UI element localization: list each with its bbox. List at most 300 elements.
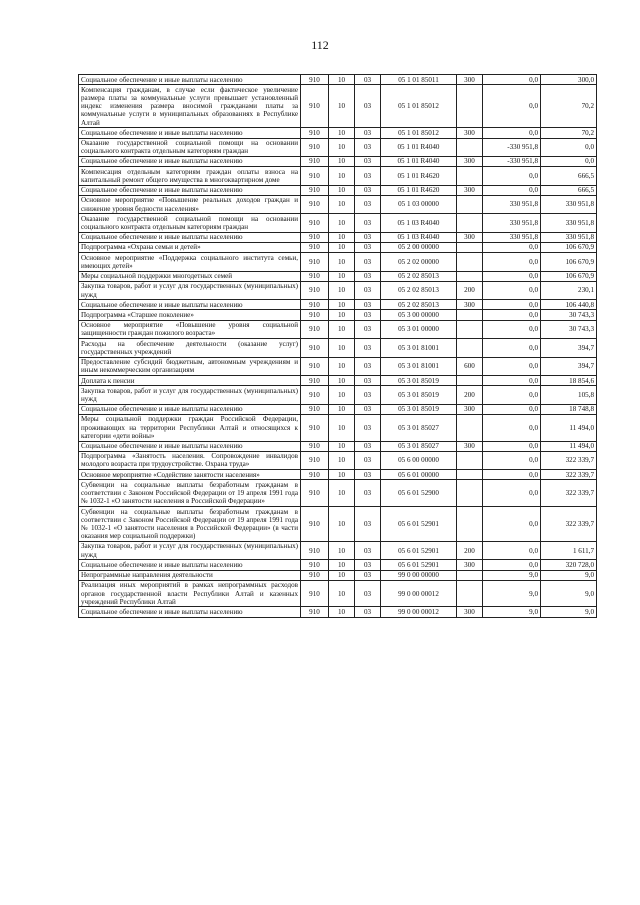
grbs-code: 910 bbox=[301, 451, 329, 469]
subsection-code: 03 bbox=[355, 320, 381, 338]
subsection-code: 03 bbox=[355, 376, 381, 386]
row-name: Оказание государственной социальной помощи на основании социального контракта отдельным категориям граждан bbox=[79, 138, 301, 156]
row-name: Социальное обеспечение и иные выплаты населению bbox=[79, 128, 301, 138]
subsection-code: 03 bbox=[355, 470, 381, 480]
section-code: 10 bbox=[329, 607, 355, 617]
amount-change: 0,0 bbox=[483, 541, 541, 559]
amount-change: 0,0 bbox=[483, 560, 541, 570]
section-code: 10 bbox=[329, 507, 355, 542]
amount-change: 9,0 bbox=[483, 570, 541, 580]
section-code: 10 bbox=[329, 404, 355, 414]
row-name: Социальное обеспечение и иные выплаты населению bbox=[79, 185, 301, 195]
table-row bbox=[79, 85, 597, 128]
subsection-code: 03 bbox=[355, 580, 381, 607]
expense-type-code: 200 bbox=[457, 386, 483, 404]
grbs-code: 910 bbox=[301, 232, 329, 242]
target-article-code: 05 3 01 85027 bbox=[381, 414, 457, 441]
amount-total: 18 854,6 bbox=[541, 376, 597, 386]
amount-change: 0,0 bbox=[483, 75, 541, 85]
expense-type-code bbox=[457, 580, 483, 607]
target-article-code: 05 1 01 85011 bbox=[381, 75, 457, 85]
amount-total: 666,5 bbox=[541, 167, 597, 185]
grbs-code: 910 bbox=[301, 281, 329, 299]
section-code: 10 bbox=[329, 128, 355, 138]
table-row bbox=[79, 470, 597, 480]
amount-change: 0,0 bbox=[483, 357, 541, 375]
expense-type-code bbox=[457, 320, 483, 338]
expense-type-code: 300 bbox=[457, 300, 483, 310]
grbs-code: 910 bbox=[301, 128, 329, 138]
amount-change: 330 951,8 bbox=[483, 195, 541, 213]
subsection-code: 03 bbox=[355, 138, 381, 156]
table-row bbox=[79, 185, 597, 195]
table-row bbox=[79, 320, 597, 338]
page-number: 112 bbox=[311, 38, 329, 52]
target-article-code: 05 3 00 00000 bbox=[381, 310, 457, 320]
amount-change: 0,0 bbox=[483, 85, 541, 128]
table-row bbox=[79, 441, 597, 451]
amount-total: 1 611,7 bbox=[541, 541, 597, 559]
subsection-code: 03 bbox=[355, 281, 381, 299]
subsection-code: 03 bbox=[355, 541, 381, 559]
grbs-code: 910 bbox=[301, 570, 329, 580]
table-row bbox=[79, 414, 597, 441]
row-name: Меры социальной поддержки граждан Российской Федерации, проживающих на территории Республики Алтай и относящихся к категории «дети войны» bbox=[79, 414, 301, 441]
table-row bbox=[79, 253, 597, 271]
target-article-code: 05 3 01 81001 bbox=[381, 357, 457, 375]
amount-change: 0,0 bbox=[483, 185, 541, 195]
section-code: 10 bbox=[329, 441, 355, 451]
subsection-code: 03 bbox=[355, 271, 381, 281]
target-article-code: 99 0 00 00012 bbox=[381, 607, 457, 617]
subsection-code: 03 bbox=[355, 507, 381, 542]
target-article-code: 05 1 01 85012 bbox=[381, 85, 457, 128]
section-code: 10 bbox=[329, 271, 355, 281]
row-name: Подпрограмма «Старшее поколение» bbox=[79, 310, 301, 320]
row-name: Социальное обеспечение и иные выплаты населению bbox=[79, 404, 301, 414]
expense-type-code bbox=[457, 138, 483, 156]
section-code: 10 bbox=[329, 386, 355, 404]
subsection-code: 03 bbox=[355, 404, 381, 414]
amount-total: 322 339,7 bbox=[541, 470, 597, 480]
row-name: Социальное обеспечение и иные выплаты населению bbox=[79, 560, 301, 570]
subsection-code: 03 bbox=[355, 195, 381, 213]
row-name: Основное мероприятие «Повышение реальных доходов граждан и снижение уровня бедности населения» bbox=[79, 195, 301, 213]
expense-type-code bbox=[457, 85, 483, 128]
grbs-code: 910 bbox=[301, 480, 329, 507]
target-article-code: 05 1 03 R4040 bbox=[381, 214, 457, 232]
amount-change: 9,0 bbox=[483, 607, 541, 617]
expense-type-code: 300 bbox=[457, 128, 483, 138]
amount-total: 330 951,8 bbox=[541, 232, 597, 242]
table-body bbox=[79, 75, 597, 618]
section-code: 10 bbox=[329, 300, 355, 310]
expense-type-code: 200 bbox=[457, 281, 483, 299]
expense-type-code bbox=[457, 242, 483, 252]
row-name: Социальное обеспечение и иные выплаты населению bbox=[79, 607, 301, 617]
amount-change: 0,0 bbox=[483, 386, 541, 404]
section-code: 10 bbox=[329, 470, 355, 480]
amount-change: 0,0 bbox=[483, 242, 541, 252]
grbs-code: 910 bbox=[301, 242, 329, 252]
target-article-code: 05 3 01 00000 bbox=[381, 320, 457, 338]
amount-total: 322 339,7 bbox=[541, 507, 597, 542]
amount-total: 666,5 bbox=[541, 185, 597, 195]
table-row bbox=[79, 451, 597, 469]
grbs-code: 910 bbox=[301, 339, 329, 357]
expense-type-code bbox=[457, 339, 483, 357]
table-row bbox=[79, 214, 597, 232]
grbs-code: 910 bbox=[301, 560, 329, 570]
expense-type-code bbox=[457, 253, 483, 271]
grbs-code: 910 bbox=[301, 85, 329, 128]
subsection-code: 03 bbox=[355, 156, 381, 166]
expense-type-code: 300 bbox=[457, 560, 483, 570]
table-row bbox=[79, 376, 597, 386]
table-row bbox=[79, 580, 597, 607]
section-code: 10 bbox=[329, 214, 355, 232]
section-code: 10 bbox=[329, 451, 355, 469]
amount-change: 330 951,8 bbox=[483, 214, 541, 232]
subsection-code: 03 bbox=[355, 570, 381, 580]
amount-total: 0,0 bbox=[541, 138, 597, 156]
subsection-code: 03 bbox=[355, 339, 381, 357]
section-code: 10 bbox=[329, 156, 355, 166]
row-name: Закупка товаров, работ и услуг для государственных (муниципальных) нужд bbox=[79, 541, 301, 559]
grbs-code: 910 bbox=[301, 167, 329, 185]
section-code: 10 bbox=[329, 560, 355, 570]
row-name: Закупка товаров, работ и услуг для государственных (муниципальных) нужд bbox=[79, 281, 301, 299]
row-name: Компенсация отдельным категориям граждан оплаты взноса на капитальный ремонт общего имущества в многоквартирном доме bbox=[79, 167, 301, 185]
amount-change: 0,0 bbox=[483, 414, 541, 441]
table-row bbox=[79, 357, 597, 375]
expense-type-code bbox=[457, 507, 483, 542]
expense-type-code bbox=[457, 451, 483, 469]
subsection-code: 03 bbox=[355, 232, 381, 242]
amount-total: 11 494,0 bbox=[541, 414, 597, 441]
amount-total: 394,7 bbox=[541, 339, 597, 357]
section-code: 10 bbox=[329, 310, 355, 320]
subsection-code: 03 bbox=[355, 480, 381, 507]
amount-total: 9,0 bbox=[541, 607, 597, 617]
amount-change: 0,0 bbox=[483, 480, 541, 507]
table-row bbox=[79, 281, 597, 299]
table-row bbox=[79, 570, 597, 580]
target-article-code: 05 1 01 R4620 bbox=[381, 185, 457, 195]
row-name: Расходы на обеспечение деятельности (оказание услуг) государственных учреждений bbox=[79, 339, 301, 357]
table-row bbox=[79, 507, 597, 542]
row-name: Социальное обеспечение и иные выплаты населению bbox=[79, 156, 301, 166]
expense-type-code bbox=[457, 195, 483, 213]
table-row bbox=[79, 138, 597, 156]
amount-change: 0,0 bbox=[483, 300, 541, 310]
grbs-code: 910 bbox=[301, 507, 329, 542]
expense-type-code bbox=[457, 167, 483, 185]
amount-total: 70,2 bbox=[541, 85, 597, 128]
section-code: 10 bbox=[329, 242, 355, 252]
expense-type-code bbox=[457, 310, 483, 320]
grbs-code: 910 bbox=[301, 156, 329, 166]
section-code: 10 bbox=[329, 85, 355, 128]
grbs-code: 910 bbox=[301, 300, 329, 310]
amount-total: 230,1 bbox=[541, 281, 597, 299]
target-article-code: 05 3 01 85027 bbox=[381, 441, 457, 451]
amount-total: 106 440,8 bbox=[541, 300, 597, 310]
amount-total: 322 339,7 bbox=[541, 451, 597, 469]
amount-total: 18 748,8 bbox=[541, 404, 597, 414]
subsection-code: 03 bbox=[355, 300, 381, 310]
target-article-code: 05 2 02 85013 bbox=[381, 281, 457, 299]
row-name: Подпрограмма «Занятость населения. Сопровождение инвалидов молодого возраста при трудоустройстве. Охрана труда» bbox=[79, 451, 301, 469]
grbs-code: 910 bbox=[301, 195, 329, 213]
row-name: Непрограммные направления деятельности bbox=[79, 570, 301, 580]
subsection-code: 03 bbox=[355, 386, 381, 404]
grbs-code: 910 bbox=[301, 185, 329, 195]
target-article-code: 05 2 00 00000 bbox=[381, 242, 457, 252]
table-row bbox=[79, 75, 597, 85]
amount-change: 330 951,8 bbox=[483, 232, 541, 242]
amount-total: 394,7 bbox=[541, 357, 597, 375]
section-code: 10 bbox=[329, 339, 355, 357]
table-row bbox=[79, 195, 597, 213]
amount-total: 0,0 bbox=[541, 156, 597, 166]
amount-change: -330 951,8 bbox=[483, 156, 541, 166]
subsection-code: 03 bbox=[355, 185, 381, 195]
target-article-code: 05 3 01 81001 bbox=[381, 339, 457, 357]
grbs-code: 910 bbox=[301, 75, 329, 85]
section-code: 10 bbox=[329, 167, 355, 185]
expense-type-code bbox=[457, 470, 483, 480]
row-name: Основное мероприятие «Содействие занятости населения» bbox=[79, 470, 301, 480]
section-code: 10 bbox=[329, 357, 355, 375]
section-code: 10 bbox=[329, 195, 355, 213]
grbs-code: 910 bbox=[301, 320, 329, 338]
grbs-code: 910 bbox=[301, 580, 329, 607]
subsection-code: 03 bbox=[355, 253, 381, 271]
section-code: 10 bbox=[329, 580, 355, 607]
target-article-code: 05 2 02 00000 bbox=[381, 253, 457, 271]
subsection-code: 03 bbox=[355, 414, 381, 441]
table-row bbox=[79, 404, 597, 414]
section-code: 10 bbox=[329, 253, 355, 271]
amount-total: 300,0 bbox=[541, 75, 597, 85]
target-article-code: 05 6 01 52900 bbox=[381, 480, 457, 507]
grbs-code: 910 bbox=[301, 357, 329, 375]
section-code: 10 bbox=[329, 541, 355, 559]
grbs-code: 910 bbox=[301, 541, 329, 559]
section-code: 10 bbox=[329, 75, 355, 85]
table-row bbox=[79, 386, 597, 404]
row-name: Закупка товаров, работ и услуг для государственных (муниципальных) нужд bbox=[79, 386, 301, 404]
table-row bbox=[79, 339, 597, 357]
row-name: Оказание государственной социальной помощи на основании социального контракта отдельным категориям граждан bbox=[79, 214, 301, 232]
subsection-code: 03 bbox=[355, 607, 381, 617]
amount-total: 9,0 bbox=[541, 580, 597, 607]
amount-change: 0,0 bbox=[483, 167, 541, 185]
subsection-code: 03 bbox=[355, 214, 381, 232]
grbs-code: 910 bbox=[301, 138, 329, 156]
expense-type-code bbox=[457, 214, 483, 232]
table-row bbox=[79, 480, 597, 507]
section-code: 10 bbox=[329, 281, 355, 299]
section-code: 10 bbox=[329, 480, 355, 507]
row-name: Подпрограмма «Охрана семьи и детей» bbox=[79, 242, 301, 252]
row-name: Социальное обеспечение и иные выплаты населению bbox=[79, 75, 301, 85]
target-article-code: 05 2 02 85013 bbox=[381, 300, 457, 310]
amount-total: 320 728,0 bbox=[541, 560, 597, 570]
budget-table bbox=[78, 74, 597, 618]
expense-type-code: 300 bbox=[457, 404, 483, 414]
expense-type-code bbox=[457, 376, 483, 386]
row-name: Компенсация гражданам, в случае если фактическое увеличение размера платы за коммунальные услуги превышает установленный индекс изменения размера вносимой гражданами платы за коммунальные услуги в муниципальных образованиях в Республике Алтай bbox=[79, 85, 301, 128]
expense-type-code: 300 bbox=[457, 75, 483, 85]
target-article-code: 05 3 01 85019 bbox=[381, 386, 457, 404]
amount-change: 0,0 bbox=[483, 404, 541, 414]
row-name: Доплата к пенсии bbox=[79, 376, 301, 386]
target-article-code: 99 0 00 00012 bbox=[381, 580, 457, 607]
row-name: Субвенции на социальные выплаты безработным гражданам в соответствии с Законом Российской Федерации от 19 апреля 1991 года № 1032-1 «О занятости населения в Российской Федерации» (в части оказания мер социальной поддержки) bbox=[79, 507, 301, 542]
expense-type-code: 300 bbox=[457, 441, 483, 451]
target-article-code: 05 1 03 00000 bbox=[381, 195, 457, 213]
target-article-code: 05 6 01 52901 bbox=[381, 560, 457, 570]
amount-total: 106 670,9 bbox=[541, 253, 597, 271]
subsection-code: 03 bbox=[355, 441, 381, 451]
target-article-code: 05 1 01 R4040 bbox=[381, 138, 457, 156]
section-code: 10 bbox=[329, 320, 355, 338]
subsection-code: 03 bbox=[355, 75, 381, 85]
subsection-code: 03 bbox=[355, 85, 381, 128]
subsection-code: 03 bbox=[355, 560, 381, 570]
table-row bbox=[79, 242, 597, 252]
table-row bbox=[79, 128, 597, 138]
grbs-code: 910 bbox=[301, 386, 329, 404]
expense-type-code bbox=[457, 480, 483, 507]
grbs-code: 910 bbox=[301, 214, 329, 232]
section-code: 10 bbox=[329, 232, 355, 242]
grbs-code: 910 bbox=[301, 376, 329, 386]
section-code: 10 bbox=[329, 138, 355, 156]
amount-total: 70,2 bbox=[541, 128, 597, 138]
table-row bbox=[79, 607, 597, 617]
target-article-code: 05 6 01 52901 bbox=[381, 541, 457, 559]
grbs-code: 910 bbox=[301, 271, 329, 281]
target-article-code: 05 3 01 85019 bbox=[381, 376, 457, 386]
table-row bbox=[79, 560, 597, 570]
grbs-code: 910 bbox=[301, 607, 329, 617]
table-row bbox=[79, 271, 597, 281]
target-article-code: 05 6 01 52901 bbox=[381, 507, 457, 542]
amount-change: 0,0 bbox=[483, 310, 541, 320]
target-article-code: 05 1 01 R4620 bbox=[381, 167, 457, 185]
row-name: Социальное обеспечение и иные выплаты населению bbox=[79, 232, 301, 242]
amount-change: 0,0 bbox=[483, 271, 541, 281]
amount-total: 330 951,8 bbox=[541, 214, 597, 232]
grbs-code: 910 bbox=[301, 414, 329, 441]
subsection-code: 03 bbox=[355, 451, 381, 469]
grbs-code: 910 bbox=[301, 404, 329, 414]
amount-total: 322 339,7 bbox=[541, 480, 597, 507]
amount-total: 30 743,3 bbox=[541, 320, 597, 338]
grbs-code: 910 bbox=[301, 310, 329, 320]
amount-change: 0,0 bbox=[483, 253, 541, 271]
target-article-code: 05 6 01 00000 bbox=[381, 470, 457, 480]
amount-change: 0,0 bbox=[483, 128, 541, 138]
row-name: Реализация иных мероприятий в рамках непрограммных расходов органов государственной власти Республики Алтай и казенных учреждений Республики Алтай bbox=[79, 580, 301, 607]
expense-type-code: 200 bbox=[457, 541, 483, 559]
row-name: Меры социальной поддержки многодетных семей bbox=[79, 271, 301, 281]
table-row bbox=[79, 300, 597, 310]
expense-type-code: 300 bbox=[457, 156, 483, 166]
amount-change: 0,0 bbox=[483, 281, 541, 299]
section-code: 10 bbox=[329, 414, 355, 441]
subsection-code: 03 bbox=[355, 128, 381, 138]
expense-type-code: 300 bbox=[457, 185, 483, 195]
expense-type-code: 300 bbox=[457, 607, 483, 617]
amount-change: 0,0 bbox=[483, 339, 541, 357]
row-name: Субвенции на социальные выплаты безработным гражданам в соответствии с Законом Российской Федерации от 19 апреля 1991 года № 1032-1 «О занятости населения в Российской Федерации» bbox=[79, 480, 301, 507]
amount-change: 0,0 bbox=[483, 376, 541, 386]
amount-change: 0,0 bbox=[483, 451, 541, 469]
row-name: Предоставление субсидий бюджетным, автономным учреждениям и иным некоммерческим организациям bbox=[79, 357, 301, 375]
amount-total: 30 743,3 bbox=[541, 310, 597, 320]
expense-type-code: 600 bbox=[457, 357, 483, 375]
target-article-code: 05 2 02 85013 bbox=[381, 271, 457, 281]
amount-total: 9,0 bbox=[541, 570, 597, 580]
target-article-code: 05 1 03 R4040 bbox=[381, 232, 457, 242]
expense-type-code bbox=[457, 414, 483, 441]
target-article-code: 05 6 00 00000 bbox=[381, 451, 457, 469]
target-article-code: 05 1 01 R4040 bbox=[381, 156, 457, 166]
row-name: Социальное обеспечение и иные выплаты населению bbox=[79, 300, 301, 310]
target-article-code: 99 0 00 00000 bbox=[381, 570, 457, 580]
table-row bbox=[79, 310, 597, 320]
target-article-code: 05 1 01 85012 bbox=[381, 128, 457, 138]
grbs-code: 910 bbox=[301, 253, 329, 271]
amount-change: 0,0 bbox=[483, 320, 541, 338]
section-code: 10 bbox=[329, 570, 355, 580]
expense-type-code: 300 bbox=[457, 232, 483, 242]
section-code: 10 bbox=[329, 376, 355, 386]
amount-change: 0,0 bbox=[483, 441, 541, 451]
table-row bbox=[79, 232, 597, 242]
amount-total: 11 494,0 bbox=[541, 441, 597, 451]
grbs-code: 910 bbox=[301, 441, 329, 451]
amount-total: 106 670,9 bbox=[541, 271, 597, 281]
amount-total: 106 670,9 bbox=[541, 242, 597, 252]
table-row bbox=[79, 156, 597, 166]
amount-total: 105,8 bbox=[541, 386, 597, 404]
table-row bbox=[79, 541, 597, 559]
amount-change: 0,0 bbox=[483, 507, 541, 542]
row-name: Основное мероприятие «Повышение уровня социальной защищенности граждан пожилого возраста» bbox=[79, 320, 301, 338]
target-article-code: 05 3 01 85019 bbox=[381, 404, 457, 414]
subsection-code: 03 bbox=[355, 310, 381, 320]
table-row bbox=[79, 167, 597, 185]
row-name: Социальное обеспечение и иные выплаты населению bbox=[79, 441, 301, 451]
subsection-code: 03 bbox=[355, 167, 381, 185]
expense-type-code bbox=[457, 570, 483, 580]
section-code: 10 bbox=[329, 185, 355, 195]
amount-change: 9,0 bbox=[483, 580, 541, 607]
subsection-code: 03 bbox=[355, 242, 381, 252]
amount-change: -330 951,8 bbox=[483, 138, 541, 156]
expense-type-code bbox=[457, 271, 483, 281]
row-name: Основное мероприятие «Поддержка социального института семьи, имеющих детей» bbox=[79, 253, 301, 271]
subsection-code: 03 bbox=[355, 357, 381, 375]
amount-change: 0,0 bbox=[483, 470, 541, 480]
amount-total: 330 951,8 bbox=[541, 195, 597, 213]
grbs-code: 910 bbox=[301, 470, 329, 480]
